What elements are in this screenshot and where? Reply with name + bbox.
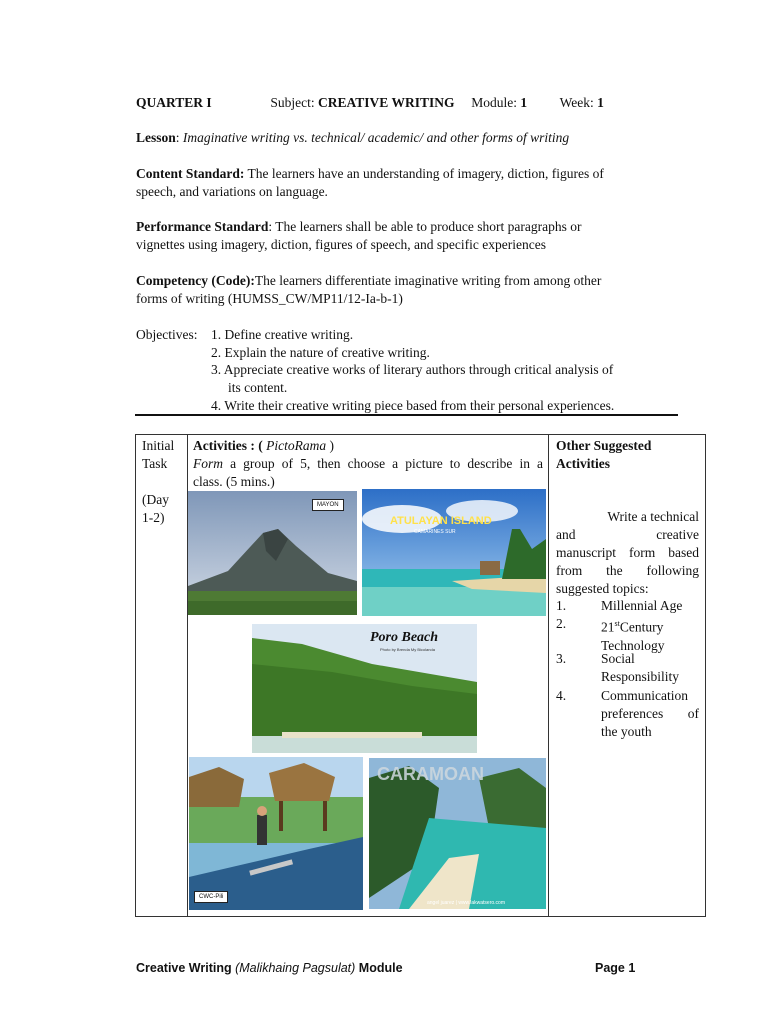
module-value: 1 — [520, 95, 528, 110]
mayon-tag: MAYON — [312, 499, 344, 511]
caramoan-image — [369, 758, 546, 909]
objective-item: 2. Explain the nature of creative writing. — [211, 345, 430, 360]
footer-title-italic: (Malikhaing Pagsulat) — [235, 961, 356, 975]
performance-standard-line2: vignettes using imagery, diction, figures of speech, and specific experiences — [136, 237, 546, 252]
divider — [135, 414, 678, 416]
footer-page — [595, 961, 635, 975]
atulayan-title: ATULAYAN ISLAND — [390, 515, 492, 527]
desc-line: manuscript form based — [556, 545, 699, 560]
topic-text-part: Responsibility — [601, 669, 680, 684]
activities-cell — [193, 437, 543, 491]
topic-sup: st — [614, 619, 620, 628]
mayon-image — [188, 491, 357, 615]
content-standard — [136, 165, 604, 183]
initial-task-line1: Initial — [142, 438, 175, 453]
page-number: Page 1 — [595, 961, 636, 975]
topic-text-part: preferences of — [601, 706, 699, 721]
desc-line: from the following — [556, 563, 699, 578]
footer-title — [136, 961, 403, 975]
day-line2: 1-2) — [142, 510, 165, 525]
cwc-pili-image — [189, 757, 363, 910]
cwc-tag: CWC-Pili — [194, 891, 228, 903]
competency — [136, 272, 601, 290]
topic-text — [601, 687, 699, 741]
subject-value: CREATIVE WRITING — [318, 95, 455, 110]
pictorama-title: PictoRama — [266, 438, 327, 453]
competency-line1: The learners differentiate imaginative writing from among other — [254, 273, 602, 288]
objectives-label: Objectives: — [136, 327, 198, 342]
atulayan-sub: CAMARINES SUR — [414, 529, 456, 535]
caramoan-credit: angel juarez | www.lakwatsero.com — [427, 900, 505, 906]
topic-text — [601, 650, 699, 686]
module-label: Module: — [471, 95, 517, 110]
other-activities-desc — [556, 508, 699, 598]
poro-beach-image — [252, 624, 477, 753]
footer-title-text: Creative Writing — [136, 961, 232, 975]
topic-text-part: Century — [619, 619, 664, 635]
caramoan-title: CARAMOAN — [377, 764, 484, 784]
topic-number: 4. — [556, 688, 567, 703]
content-standard-label: Content Standard: — [136, 166, 245, 181]
topic-item — [556, 615, 566, 633]
subject-label: Subject: — [270, 95, 315, 110]
topic-text-part: the youth — [601, 724, 652, 739]
objective-item: its content. — [228, 380, 288, 395]
competency-line2: forms of writing (HUMSS_CW/MP11/12-Ia-b-1) — [136, 291, 403, 306]
topic-number: 1. — [556, 598, 567, 613]
performance-standard — [136, 218, 582, 236]
topic-text — [601, 615, 699, 655]
topic-text-part: Technology — [601, 637, 665, 653]
week-label: Week: — [559, 95, 594, 110]
header-line — [136, 94, 604, 112]
form-word: Form — [193, 456, 223, 471]
activities-title: Activities : — [193, 438, 255, 453]
desc-line: suggested topics: — [556, 581, 649, 596]
initial-task-cell — [142, 437, 174, 527]
content-standard-line2: speech, and variations on language. — [136, 184, 328, 199]
other-activities-title2: Activities — [556, 456, 610, 471]
desc-line: Write a technical — [607, 509, 699, 524]
performance-standard-label: Performance Standard — [136, 219, 269, 234]
topic-item — [556, 650, 566, 668]
table-divider — [548, 434, 549, 917]
objective-item: 4. Write their creative writing piece based from their personal experiences. — [211, 398, 615, 413]
atulayan-image — [362, 489, 546, 616]
other-activities-title1: Other Suggested — [556, 438, 652, 453]
desc-line: and creative — [556, 527, 699, 542]
lesson-text: Imaginative writing vs. technical/ academic/ and other forms of writing — [182, 130, 570, 145]
instruction-line2: class. (5 mins.) — [193, 474, 275, 489]
day-line1: (Day — [142, 492, 169, 507]
other-activities-cell — [556, 437, 699, 473]
topic-number: 2. — [556, 616, 567, 631]
topic-text-part: Communication — [601, 688, 688, 703]
content-standard-line1: The learners have an understanding of imagery, diction, figures of — [247, 166, 604, 181]
lesson-line: Lesson: Imaginative writing vs. technical/ academic/ and other forms of writing — [136, 130, 570, 145]
topic-text: Millennial Age — [601, 598, 683, 613]
performance-standard-line1: : The learners shall be able to produce short paragraphs or — [268, 219, 582, 234]
topic-item — [556, 687, 566, 705]
week-value: 1 — [597, 95, 604, 110]
topic-item — [556, 597, 566, 615]
quarter-label: QUARTER I — [136, 95, 212, 110]
topic-number: 3. — [556, 651, 567, 666]
footer-title-suffix: Module — [358, 961, 403, 975]
instruction-line1: a group of 5, then choose a picture to describe in a — [230, 456, 544, 471]
paren-close: ) — [329, 438, 334, 453]
objective-item: 1. Define creative writing. — [211, 327, 354, 342]
poro-credit: Photo by Brenda My Bicolanda — [380, 647, 435, 652]
poro-title: Poro Beach — [370, 630, 439, 645]
paren-open: ( — [258, 438, 263, 453]
competency-label: Competency (Code): — [136, 273, 255, 288]
topic-text-part: 21 — [601, 619, 615, 635]
initial-task-line2: Task — [142, 456, 168, 471]
objective-item: 3. Appreciate creative works of literary authors through critical analysis of — [211, 362, 614, 377]
lesson-label: Lesson — [136, 130, 176, 145]
topic-text-part: Social — [601, 651, 635, 666]
